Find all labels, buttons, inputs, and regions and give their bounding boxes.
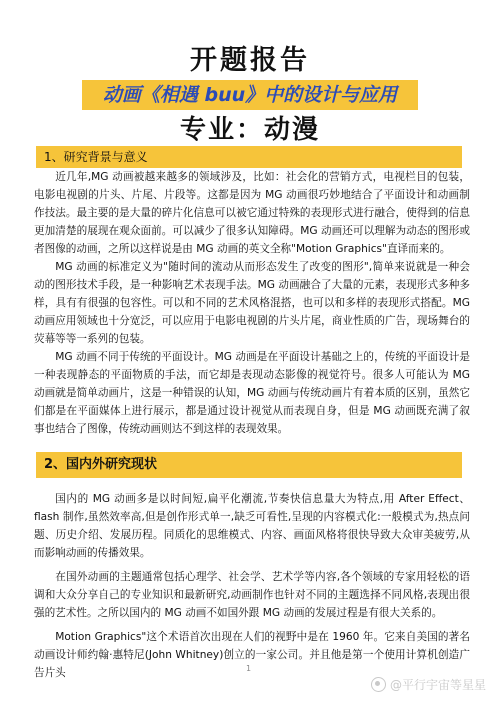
page-subtitle: 动画《相遇 buu》中的设计与应用	[102, 84, 398, 106]
section-2-paragraph-1: 国内的 MG 动画多是以时间短,扁平化潮流,节奏快信息量大为特点,用 After Effect、flash 制作,虽然效率高,但是创作形式单一,缺乏可看性,呈现的内容模式化:一般模式为,热点问题、历史介绍、发展历程。同质化的思维模式、内容、画面风格将很快导致大众审美疲劳,从而影响动画的传播效果。	[34, 493, 470, 559]
major-label: 专业：动漫	[179, 115, 320, 145]
watermark	[371, 676, 486, 693]
section-2-heading: 2、国内外研究现状	[36, 452, 462, 478]
section-2-paragraph-2: 在国外动画的主题通常包括心理学、社会学、艺术学等内容,各个领域的专家用轻松的语调和大众分享自己的专业知识和最新研究,动画制作也针对不同的主题选择不同风格,表现出很强的艺术性。之所以国内的 MG 动画不如国外跟 MG 动画的发展过程是有很大关系的。	[34, 571, 470, 619]
section-1-heading: 1、研究背景与意义	[36, 146, 462, 168]
watermark-logo-icon	[371, 677, 386, 692]
section-1-paragraph-3: MG 动画不同于传统的平面设计。MG 动画是在平面设计基础之上的，传统的平面设计是一种表现静态的平面物质的手法，而它却是表现动态影像的视觉符号。很多人可能认为 MG 动画就是简单动画片，这是一种错误的认知，MG 动画与传统动画片有着本质的区别，虽然它们都是在平面媒体上进行展示，都是通过设计视觉从而表现自身，但是 MG 动画既充满了叙事也结合了图像，传统动画则达不到这样的表现效果。	[34, 351, 470, 435]
section-1-paragraph-2: MG 动画的标准定义为"随时间的流动从而形态发生了改变的图形",简单来说就是一种会动的图形技术手段，是一种影响艺术表现手法。MG 动画融合了大量的元素，表现形式多种多样，具有有很强的包容性。可以和不同的艺术风格混搭，也可以和多样的表现形式搭配。MG 动画应用领域也十分宽泛，可以应用于电影电视剧的片头片尾，商业性质的广告，现场舞台的荧幕等等一系列的包装。	[34, 261, 470, 345]
page-number: 1	[246, 664, 252, 673]
section-1-paragraph-1: 近几年,MG 动画被越来越多的领域涉及，比如：社会化的营销方式，电视栏目的包装，电影电视剧的片头、片尾、片段等。这都是因为 MG 动画很巧妙地结合了平面设计和动画制作技法。最主要的是大量的碎片化信息可以被它通过特殊的表现形式进行融合，使得到的信息更加清楚的展现在观众面前。可以减少了很多认知障碍。MG 动画还可以理解为动态的图形或者图像的动画，之所以这样说是由 MG 动画的英文全称"Motion Graphics"直译而来的。	[34, 171, 470, 255]
section-2-paragraph-3: Motion Graphics"这个术语首次出现在人们的视野中是在 1960 年。它来自美国的著名动画设计师约翰·惠特尼(John Whitney)创立的一家公司。并且他是第一个使用计算机创造广告片头	[34, 631, 470, 679]
watermark-text: @平行宇宙等星星	[389, 678, 486, 692]
page-title: 开题报告	[190, 45, 310, 76]
